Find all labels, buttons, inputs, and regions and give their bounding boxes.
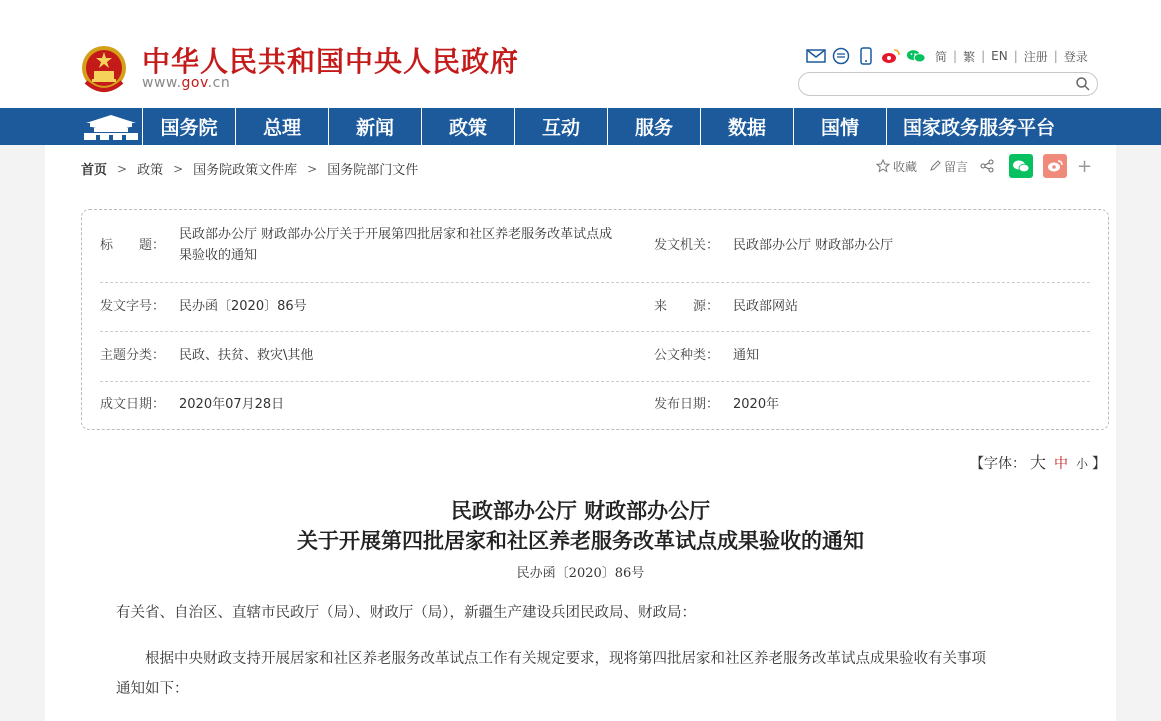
document-salutation: 有关省、自治区、直辖市民政厅（局）、财政厅（局），新疆生产建设兵团民政局、财政局：: [116, 605, 696, 621]
breadcrumb-policy[interactable]: 政策: [137, 163, 164, 178]
font-medium-button[interactable]: 中: [1054, 456, 1069, 472]
nav-items: [142, 108, 1071, 145]
main-nav: [0, 108, 1161, 145]
nav-item-policy[interactable]: 政策: [421, 108, 514, 145]
font-size-switcher: 【字体： 大 中 小 】: [970, 453, 1107, 472]
article-actions: [876, 154, 1092, 178]
comment-button[interactable]: 留言: [929, 158, 968, 175]
share-icon[interactable]: [980, 159, 997, 173]
pub-label: 发布日期：: [654, 397, 720, 412]
register-link[interactable]: 注册: [1023, 49, 1048, 64]
wechat-icon[interactable]: [906, 47, 926, 65]
font-large-button[interactable]: 大: [1030, 453, 1047, 472]
lang-traditional-link[interactable]: 繁: [963, 49, 976, 64]
more-share-icon[interactable]: +: [1077, 155, 1093, 177]
nav-item-premier[interactable]: 总理: [235, 108, 328, 145]
share-weibo-icon[interactable]: [1043, 154, 1067, 178]
site-header: [0, 0, 1161, 108]
search-input[interactable]: [809, 76, 1069, 92]
nav-item-interaction[interactable]: 互动: [514, 108, 607, 145]
tiananmen-icon[interactable]: [80, 111, 142, 142]
search-icon[interactable]: [1075, 76, 1091, 92]
info-row: [100, 382, 1090, 429]
source-label: 来 源：: [654, 299, 720, 314]
document-number: 民办函〔2020〕86号: [516, 566, 645, 581]
document-title-line2: 关于开展第四批居家和社区养老服务改革试点成果验收的通知: [297, 528, 864, 553]
topic-label: 主题分类：: [100, 348, 166, 363]
pen-icon: [929, 160, 941, 172]
message-icon[interactable]: [831, 47, 851, 65]
chevron-right-icon: >: [173, 161, 184, 176]
docno-value: 民办函〔2020〕86号: [179, 299, 307, 314]
header-tools: [806, 46, 1088, 66]
pub-value: 2020年: [733, 397, 780, 412]
date-value: 2020年07月28日: [179, 397, 285, 412]
breadcrumb: [81, 159, 418, 178]
weibo-icon[interactable]: [881, 47, 901, 65]
breadcrumb-home[interactable]: 首页: [81, 163, 108, 178]
login-link[interactable]: 登录: [1063, 49, 1088, 64]
chevron-right-icon: >: [117, 161, 128, 176]
nav-item-news[interactable]: 新闻: [328, 108, 421, 145]
title-label: 标 题：: [100, 238, 166, 253]
issuer-value: 民政部办公厅 财政部办公厅: [733, 238, 894, 253]
type-value: 通知: [733, 348, 760, 363]
site-url: www.gov.cn: [142, 75, 231, 91]
breadcrumb-policy-library[interactable]: 国务院政策文件库: [193, 163, 298, 178]
title-value: 民政部办公厅 财政部办公厅关于开展第四批居家和社区养老服务改革试点成 果验收的通知: [179, 227, 613, 263]
nav-item-service[interactable]: 服务: [607, 108, 700, 145]
mobile-icon[interactable]: [856, 47, 876, 65]
share-wechat-icon[interactable]: [1009, 154, 1033, 178]
info-row: [100, 332, 1090, 382]
nav-item-state-council[interactable]: 国务院: [142, 108, 235, 145]
source-value: 民政部网站: [733, 299, 799, 314]
search-box: [798, 72, 1098, 96]
breadcrumb-department-files[interactable]: 国务院部门文件: [327, 163, 419, 178]
document-paragraph: 根据中央财政支持开展居家和社区养老服务改革试点工作有关规定要求，现将第四批居家和社区养老服务改革试点成果验收有关事项 通知如下：: [116, 651, 986, 697]
docno-label: 发文字号：: [100, 299, 166, 314]
lang-simplified-link[interactable]: 简: [935, 49, 948, 64]
document-title-line1: 民政部办公厅 财政部办公厅: [450, 498, 711, 523]
chevron-right-icon: >: [307, 161, 318, 176]
info-row: [100, 283, 1090, 332]
nav-item-data[interactable]: 数据: [700, 108, 793, 145]
info-row: [100, 210, 1090, 283]
topic-value: 民政、扶贫、救灾\其他: [179, 348, 314, 363]
lang-english-link[interactable]: EN: [991, 49, 1008, 63]
site-title[interactable]: 中华人民共和国中央人民政府: [142, 45, 520, 78]
star-icon: [876, 159, 890, 173]
font-small-button[interactable]: 小: [1076, 457, 1089, 471]
nav-item-gov-service-platform[interactable]: 国家政务服务平台: [886, 108, 1071, 145]
mail-icon[interactable]: [806, 47, 826, 65]
issuer-label: 发文机关：: [654, 238, 720, 253]
content-page: [45, 145, 1116, 721]
date-label: 成文日期：: [100, 397, 166, 412]
nav-item-national-info[interactable]: 国情: [793, 108, 886, 145]
document-info-table: [81, 209, 1109, 430]
national-emblem-icon[interactable]: [80, 44, 128, 94]
type-label: 公文种类：: [654, 348, 720, 363]
favorite-button[interactable]: 收藏: [876, 158, 917, 175]
language-links: 简 | 繁 | EN | 注册 | 登录: [935, 49, 1088, 64]
